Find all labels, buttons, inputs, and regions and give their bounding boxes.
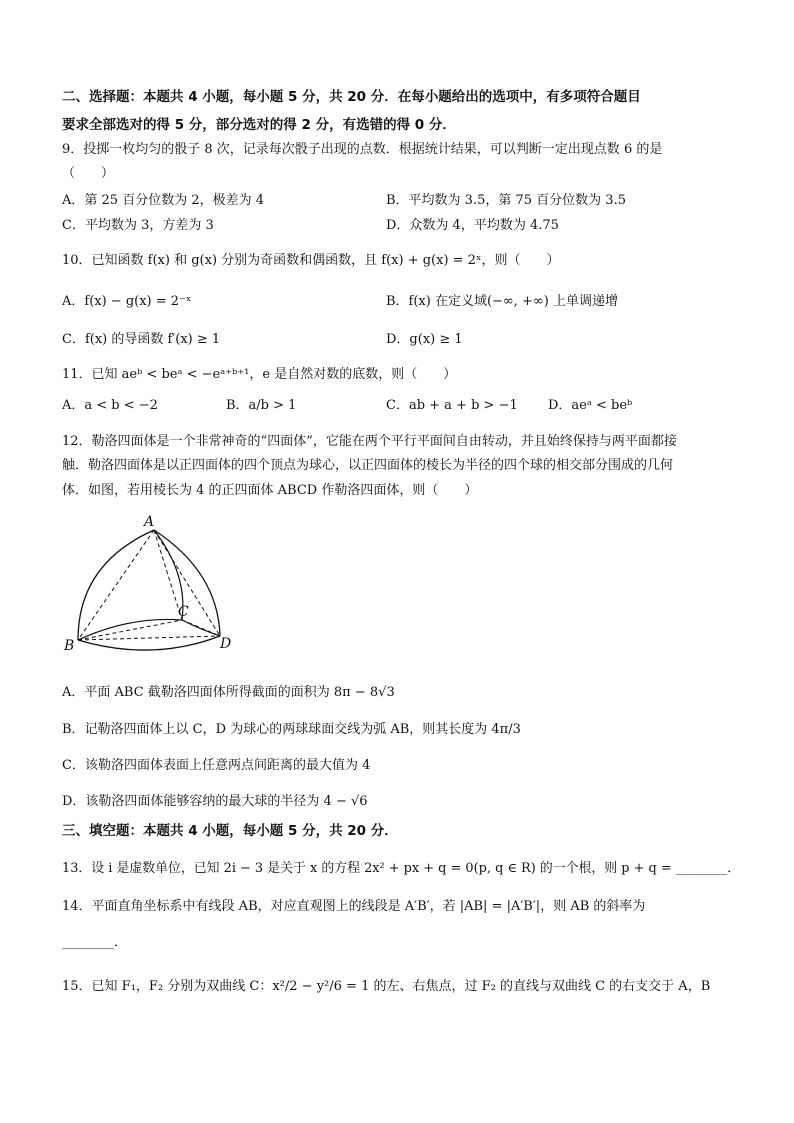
vertex-label-c: C <box>178 604 189 620</box>
q9-option-c: C．平均数为 3，方差为 3 <box>62 218 214 233</box>
reuleaux-tetrahedron-svg <box>60 512 240 662</box>
edge-ad <box>154 530 220 636</box>
section2-heading-line1: 二、选择题：本题共 4 小题，每小题 5 分，共 20 分．在每小题给出的选项中，有多项符合题目 <box>62 89 641 105</box>
q9-paren: （ ） <box>62 166 115 181</box>
q11-option-a: A．a < b < −2 <box>62 398 158 413</box>
q12-option-d: D．该勒洛四面体能够容纳的最大球的半径为 4 − √6 <box>62 794 368 809</box>
q9-stem: 9．投掷一枚均匀的骰子 8 次，记录每次骰子出现的点数．根据统计结果，可以判断一定出现点数 6 的是 <box>62 142 663 157</box>
edge-ab <box>78 530 154 640</box>
vertex-label-a: A <box>144 514 155 530</box>
section2-heading-line2: 要求全部选对的得 5 分，部分选对的得 2 分，有选错的得 0 分． <box>62 117 456 133</box>
q9-option-b: B．平均数为 3.5，第 75 百分位数为 3.5 <box>386 193 626 208</box>
q11-option-c: C．ab + a + b > −1 <box>386 398 518 413</box>
q14-line2: ________． <box>62 935 128 950</box>
q13-stem: 13．设 i 是虚数单位，已知 2i − 3 是关于 x 的方程 2x² + px + q = 0(p, q ∈ R) 的一个根，则 p + q = ________． <box>62 861 741 876</box>
q10-option-d: D．g(x) ≥ 1 <box>386 332 463 347</box>
q12-option-a: A．平面 ABC 截勒洛四面体所得截面的面积为 8π − 8√3 <box>62 685 395 700</box>
q9-option-a: A．第 25 百分位数为 2，极差为 4 <box>62 193 265 208</box>
vertex-label-b: B <box>64 638 75 654</box>
q12-option-b: B．记勒洛四面体上以 C，D 为球心的两球球面交线为弧 AB，则其长度为 4π/3 <box>62 722 521 737</box>
section3-heading: 三、填空题：本题共 4 小题，每小题 5 分，共 20 分． <box>62 823 398 839</box>
vertex-label-d: D <box>220 636 232 652</box>
q11-stem: 11．已知 aeᵇ < beᵃ < −eᵃ⁺ᵇ⁺¹，e 是自然对数的底数，则（ ） <box>62 367 457 382</box>
q12-line1: 12．勒洛四面体是一个非常神奇的“四面体”，它能在两个平行平面间自由转动，并且始终保持与两平面都接 <box>62 434 677 449</box>
reuleaux-tetrahedron-figure <box>60 512 240 666</box>
q9-option-d: D．众数为 4，平均数为 4.75 <box>386 218 559 233</box>
q12-option-c: C．该勒洛四面体表面上任意两点间距离的最大值为 4 <box>62 758 371 773</box>
q10-option-a: A．f(x) − g(x) = 2⁻ˣ <box>62 294 192 309</box>
q15-stem: 15．已知 F₁，F₂ 分别为双曲线 C：x²/2 − y²/6 = 1 的左、右焦点，过 F₂ 的直线与双曲线 C 的右支交于 A，B <box>62 979 711 994</box>
q11-option-b: B．a/b > 1 <box>226 398 297 413</box>
q10-option-b: B．f(x) 在定义域(−∞, +∞) 上单调递增 <box>386 294 618 309</box>
q10-option-c: C．f(x) 的导函数 f′(x) ≥ 1 <box>62 332 221 347</box>
q10-stem: 10．已知函数 f(x) 和 g(x) 分别为奇函数和偶函数，且 f(x) + g(x) = 2ˣ，则（ ） <box>62 253 560 268</box>
q12-line2: 触．勒洛四面体是以正四面体的四个顶点为球心，以正四面体的棱长为半径的四个球的相交部分围成的几何 <box>62 458 674 473</box>
q11-option-d: D．aeᵃ < beᵇ <box>548 398 633 413</box>
q12-line3: 体．如图，若用棱长为 4 的正四面体 ABCD 作勒洛四面体，则（ ） <box>62 483 478 498</box>
edge-bd <box>78 636 220 640</box>
q14-line1: 14．平面直角坐标系中有线段 AB，对应直观图上的线段是 A′B′，若 |AB| = |A′B′|，则 AB 的斜率为 <box>62 899 646 914</box>
